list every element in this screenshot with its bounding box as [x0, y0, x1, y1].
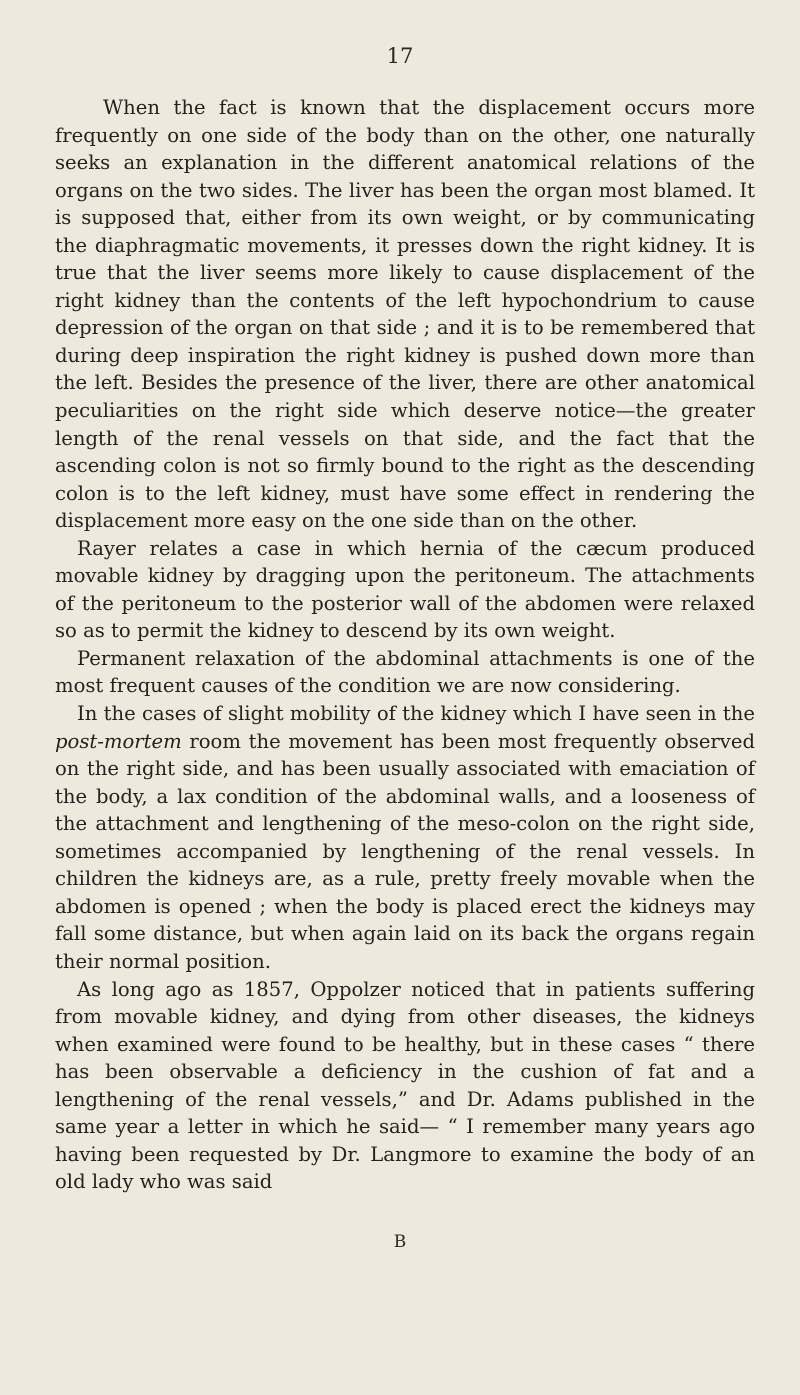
italic-post-mortem: post-mortem — [55, 729, 182, 753]
paragraph-post-mortem-after: room the movement has been most frequently observed on the right side, and has been usually associated with emaciation of the body, a lax condition of the abdominal walls, and a looseness of the attachment and lengthening of the meso-colon on the right side, sometimes accompanied by lengthening of the renal vessels. In children the kidneys are, as a rule, pretty freely movable when the abdomen is opened ; when the body is placed erect the kidneys may fall some distance, but when again laid on its back the organs regain their normal position. — [55, 729, 755, 973]
paragraph-oppolzer: As long ago as 1857, Oppolzer noticed that in patients suffering from movable kidney, and dying from other diseases, the kidneys when examined were found to be healthy, but in these cases “ there has been observable a deficiency in the cushion of fat and a lengthening of the renal vessels,” and Dr. Adams published in the same year a letter in which he said— “ I remember many years ago having been requested by Dr. Langmore to examine the body of an old lady who was said — [55, 977, 755, 1194]
paragraph-permanent-relaxation: Permanent relaxation of the abdominal attachments is one of the most frequent causes of the condition we are now considering. — [55, 646, 755, 698]
body-text — [55, 94, 755, 1196]
paragraph-rayer-case: Rayer relates a case in which hernia of the cæcum produced movable kidney by dragging upon the peritoneum. The attachments of the peritoneum to the posterior wall of the abdomen were relaxed so as to permit the kidney to descend by its own weight. — [55, 536, 755, 643]
paragraph-post-mortem-observations — [55, 700, 755, 975]
signature-mark: B — [393, 1232, 407, 1252]
page-number: 17 — [386, 44, 414, 68]
paragraph-displacement-causes: When the fact is known that the displacement occurs more frequently on one side of the body than on the other, one naturally seeks an explanation in the different anatomical relations of the organs on the two sides. The liver has been the organ most blamed. It is supposed that, either from its own weight, or by communicating the diaphragmatic movements, it presses down the right kidney. It is true that the liver seems more likely to cause displacement of the right kidney than the contents of the left hypochondrium to cause depression of the organ on that side ; and it is to be remembered that during deep inspiration the right kidney is pushed down more than the left. Besides the presence of the liver, there are other anatomical peculiarities on the right side which deserve notice—the greater length of the renal vessels on that side, and the fact that the ascending colon is not so firmly bound to the right as the descending colon is to the left kidney, must have some effect in rendering the displacement more easy on the one side than on the other. — [55, 96, 755, 533]
paragraph-post-mortem-before: In the cases of slight mobility of the kidney which I have seen in the — [77, 702, 755, 726]
